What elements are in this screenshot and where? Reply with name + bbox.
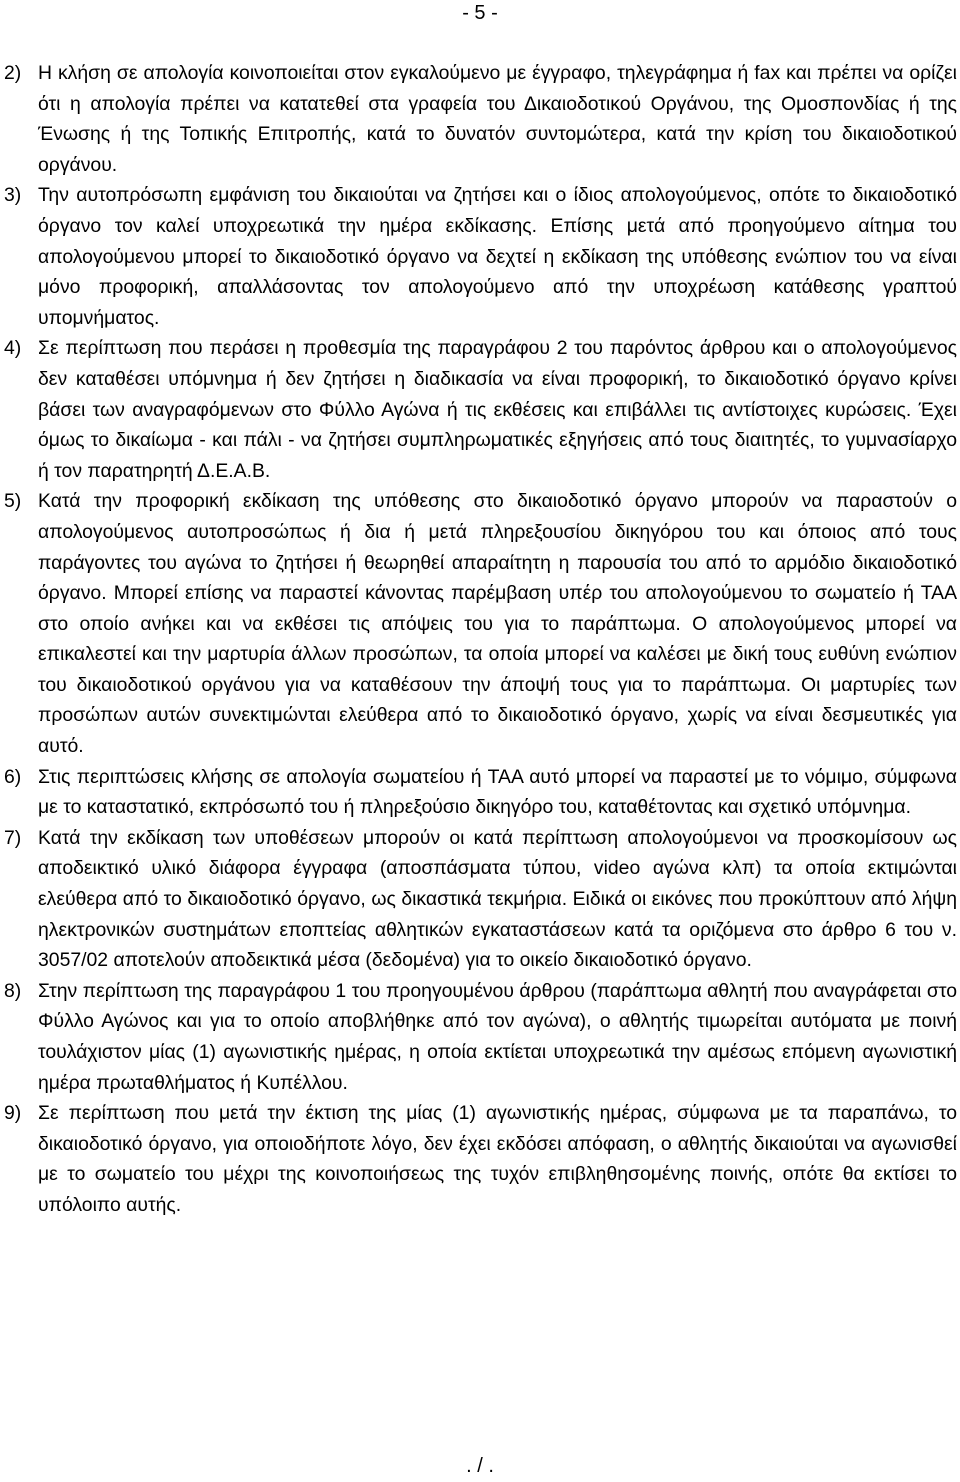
paragraph-text: Σε περίπτωση που μετά την έκτιση της μίας (1) αγωνιστικής ημέρας, σύμφωνα με τα παραπάνω, το δικαιοδοτικό όργανο, για οποιοδήποτε λόγο, δεν έχει εκδόσει απόφαση, ο αθλητής δικαιούται να αγωνισθεί με το σωματείο του μέχρι της κοινοποιήσεως της τυχόν επιβληθησομένης ποινής, οπότε θα εκτίσει το υπόλοιπο αυτής. (38, 1102, 957, 1216)
paragraph-4 (4, 333, 957, 486)
paragraph-number: 2) (4, 62, 22, 84)
paragraph-text: Στις περιπτώσεις κλήσης σε απολογία σωματείου ή ΤΑΑ αυτό μπορεί να παραστεί με το νόμιμο, σύμφωνα με το καταστατικό, εκπρόσωπό του ή πληρεξούσιο δικηγόρο του, καταθέτοντας και σχετικό υπόμνημα. (38, 765, 957, 819)
paragraph-number: 9) (4, 1102, 22, 1125)
paragraph-text: Η κλήση σε απολογία κοινοποιείται στον εγκαλούμενο με έγγραφο, τηλεγράφημα ή fax και πρέπει να ορίζει ότι η απολογία πρέπει να κατατεθεί στα γραφεία του Δικαιοδοτικού Οργάνου, της Ομοσπονδίας ή της Ένωσης ή της Τοπικής Επιτροπής, κατά το δυνατόν συντομώτερα, κατά την κρίση του δικαιοδοτικού οργάνου. (38, 62, 957, 176)
paragraph-5 (4, 486, 957, 761)
paragraph-number: 4) (4, 337, 22, 360)
paragraph-2 (4, 58, 957, 180)
paragraph-number: 5) (4, 490, 22, 513)
paragraph-number: 8) (4, 979, 22, 1002)
document-body (4, 58, 957, 1221)
paragraph-text: Κατά την εκδίκαση των υποθέσεων μπορούν οι κατά περίπτωση απολογούμενοι να προσκομίσουν ως αποδεικτικό υλικό διάφορα έγγραφα (αποσπάσματα τύπου, video αγώνα κλπ) τα οποία εκτιμώνται ελεύθερα από το δικαιοδοτικό όργανο, ως δικαστικά τεκμήρια. Ειδικά οι εικόνες που προκύπτουν από λήψη ηλεκτρονικών συστημάτων εποπτείας αθλητικών εγκαταστάσεων κατά τα οριζόμενα στο άρθρο 6 του ν. 3057/02 αποτελούν αποδεικτικά μέσα (δεδομένα) για το οικείο δικαιοδοτικό όργανο. (38, 826, 957, 972)
paragraph-3 (4, 180, 957, 333)
paragraph-number: 6) (4, 765, 22, 788)
paragraph-9 (4, 1098, 957, 1220)
paragraph-text: Κατά την προφορική εκδίκαση της υπόθεσης στο δικαιοδοτικό όργανο μπορούν να παραστούν ο απολογούμενος αυτοπροσώπως ή δια ή μετά πληρεξουσίου δικηγόρου του και όποιος από τους παράγοντες του αγώνα το ζητήσει ή θεωρηθεί απαραίτητη η παρουσία του από το αρμόδιο δικαιοδοτικό όργανο. Μπορεί επίσης να παραστεί κάνοντας παρέμβαση υπέρ του απολογούμενου το σωματείο ή ΤΑΑ στο οποίο ανήκει και να εκθέσει τις απόψεις του για το παράπτωμα. Ο απολογούμενος μπορεί να επικαλεστεί και την μαρτυρία άλλων προσώπων, τα οποία μπορεί να καλέσει με δική τους ευθύνη ενώπιον του δικαιοδοτικού οργάνου για να καταθέσουν την άποψή τους για το παράπτωμα. Οι μαρτυρίες των προσώπων αυτών συνεκτιμώνται ελεύθερα από το δικαιοδοτικό όργανο, χωρίς να είναι δεσμευτικές για αυτό. (38, 490, 957, 758)
paragraph-7 (4, 823, 957, 976)
paragraph-number: 7) (4, 826, 22, 849)
paragraph-text: Την αυτοπρόσωπη εμφάνιση του δικαιούται να ζητήσει και ο ίδιος απολογούμενος, οπότε το δικαιοδοτικό όργανο τον καλεί υποχρεωτικά την ημέρα εκδίκασης. Επίσης μετά από προηγούμενο αίτημα του απολογούμενου μπορεί το δικαιοδοτικό όργανο να δεχτεί η εκδίκαση της υπόθεσης ενώπιον του να είναι μόνο προφορική, απαλλάσοντας τον απολογούμενο από την υποχρέωση κατάθεσης γραπτού υπομνήματος. (38, 184, 957, 329)
paragraph-6 (4, 762, 957, 823)
paragraph-8 (4, 976, 957, 1098)
paragraph-text: Σε περίπτωση που περάσει η προθεσμία της παραγράφου 2 του παρόντος άρθρου και ο απολογούμενος δεν καταθέσει υπόμνημα ή δεν ζητήσει η διαδικασία να είναι προφορική, το δικαιοδοτικό όργανο κρίνει βάσει των αναγραφόμενων στο Φύλλο Αγώνα ή τις εκθέσεις και επιβάλλει τις αντίστοιχες κυρώσεις. Έχει όμως το δικαίωμα - και πάλι - να ζητήσει συμπληρωματικές εξηγήσεις από τους διαιτητές, το γυμνασίαρχο ή τον παρατηρητή Δ.Ε.Α.Β. (38, 337, 957, 482)
paragraph-number: 3) (4, 184, 22, 207)
paragraph-text: Στην περίπτωση της παραγράφου 1 του προηγουμένου άρθρου (παράπτωμα αθλητή που αναγράφεται στο Φύλλο Αγώνος και για το οποίο αποβλήθηκε από τον αγώνα), ο αθλητής τιμωρείται αυτόματα με ποινή τουλάχιστον μίας (1) αγωνιστικής ημέρας, η οποία εκτίεται υποχρεωτικά την αμέσως επόμενη αγωνιστική ημέρα πρωταθλήματος ή Κυπέλλου. (38, 979, 957, 1094)
continuation-mark: . / . (466, 1455, 494, 1477)
page-number: - 5 - (462, 2, 498, 24)
